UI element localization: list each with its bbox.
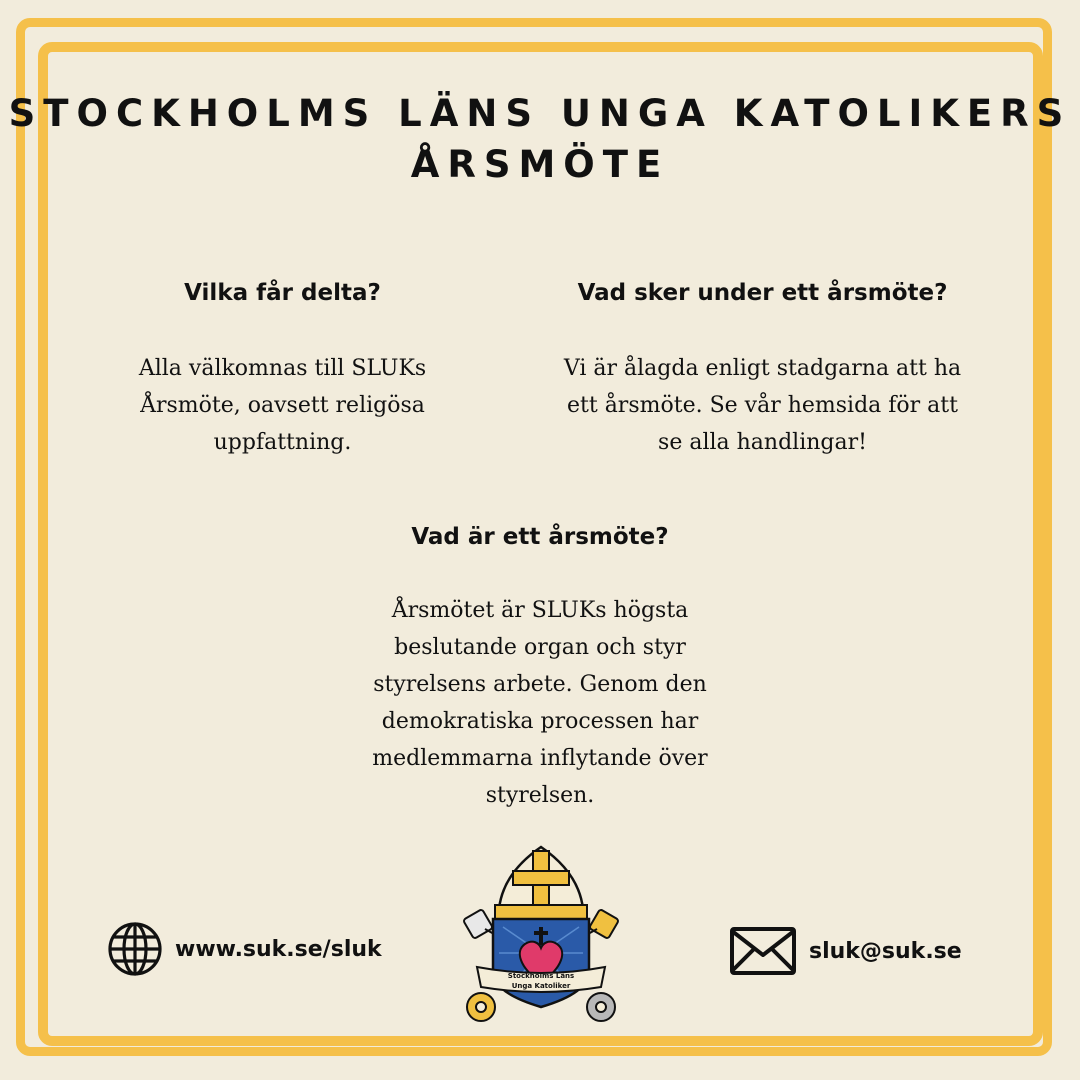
body-line: styrelsen.	[485, 783, 595, 808]
sluk-logo	[463, 843, 619, 1027]
body-line: Årsmöte, oavsett religösa	[140, 393, 425, 418]
section-what-happens	[545, 280, 980, 461]
body-line: Vi är ålagda enligt stadgarna att ha	[563, 356, 962, 381]
globe-icon	[107, 921, 163, 977]
body-line: beslutande organ och styr	[394, 635, 686, 660]
section-body	[545, 350, 980, 461]
email-link[interactable]	[729, 926, 962, 976]
section-heading: Vad är ett årsmöte?	[411, 524, 669, 550]
section-body	[95, 350, 470, 461]
body-line: demokratiska processen har	[381, 709, 699, 734]
logo-banner-line-2: Unga Katoliker	[511, 982, 571, 990]
email-text[interactable]: sluk@suk.se	[809, 938, 962, 964]
body-line: styrelsens arbete. Genom den	[373, 672, 707, 697]
page-title	[0, 88, 1080, 190]
title-line-1: STOCKHOLMS LÄNS UNGA KATOLIKERS	[8, 92, 1072, 135]
title-line-2: ÅRSMÖTE	[410, 143, 670, 186]
body-line: Årsmötet är SLUKs högsta	[391, 598, 689, 623]
section-heading: Vilka får delta?	[184, 280, 381, 306]
logo-banner-line-1: Stockholms Läns	[507, 972, 575, 980]
body-line: se alla handlingar!	[658, 430, 867, 455]
section-what-is	[300, 524, 780, 814]
envelope-icon	[729, 926, 797, 976]
section-who-can-attend	[95, 280, 470, 461]
body-line: uppfattning.	[213, 430, 352, 455]
section-body	[300, 592, 780, 814]
website-link[interactable]	[107, 921, 382, 977]
body-line: ett årsmöte. Se vår hemsida för att	[567, 393, 958, 418]
body-line: medlemmarna inflytande över	[372, 746, 708, 771]
website-text[interactable]: www.suk.se/sluk	[175, 936, 382, 962]
section-heading: Vad sker under ett årsmöte?	[577, 280, 948, 306]
body-line: Alla välkomnas till SLUKs	[138, 356, 427, 381]
